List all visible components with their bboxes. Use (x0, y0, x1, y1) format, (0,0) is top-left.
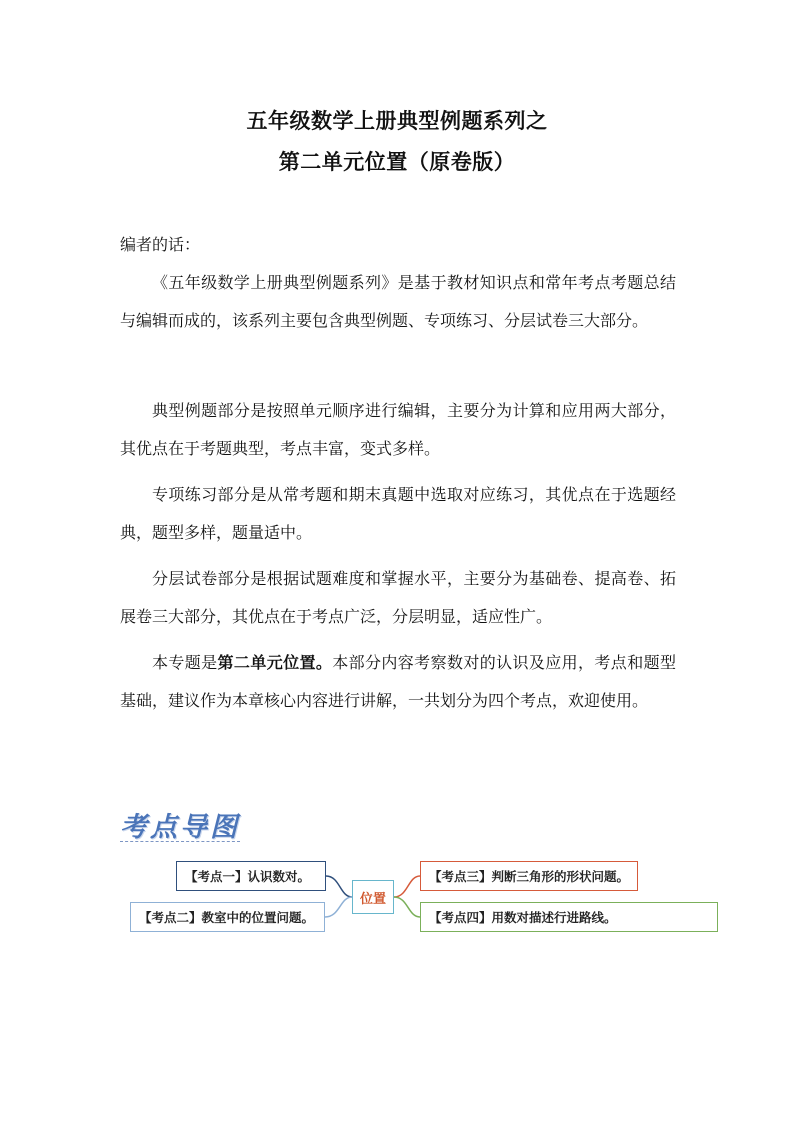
paragraph-typical-examples: 典型例题部分是按照单元顺序进行编辑，主要分为计算和应用两大部分，其优点在于考题典型，考点丰富，变式多样。 (120, 401, 676, 458)
paragraph-series-intro: 《五年级数学上册典型例题系列》是基于教材知识点和常年考点考题总结与编辑而成的，该系列主要包含典型例题、专项练习、分层试卷三大部分。 (120, 273, 676, 330)
paragraph-topic-summary (120, 644, 676, 720)
document-title-line1: 五年级数学上册典型例题系列之 (246, 109, 548, 133)
paragraph-special-practice: 专项练习部分是从常考题和期末真题中选取对应练习，其优点在于选题经典，题型多样，题量适中。 (120, 485, 676, 542)
paragraph-layered-tests: 分层试卷部分是根据试题难度和掌握水平，主要分为基础卷、提高卷、拓展卷三大部分，其优点在于考点广泛，分层明显，适应性广。 (120, 569, 676, 626)
mindmap-center-node: 位置 (352, 880, 394, 914)
topic-name: 第二单元位置。 (217, 653, 333, 672)
mindmap-heading: 考点导图 (120, 812, 240, 843)
topic-suffix: 本部分内容考察数对的认识及应用，考点和题型基础，建议作为本章核心内容进行讲解，一共划分为四个考点，欢迎使用。 (120, 653, 676, 710)
mindmap (120, 855, 730, 945)
mindmap-node-k2: 【考点二】教室中的位置问题。 (130, 902, 325, 932)
mindmap-node-k4: 【考点四】用数对描述行进路线。 (420, 902, 718, 932)
mindmap-node-k1: 【考点一】认识数对。 (176, 861, 326, 891)
topic-prefix: 本专题是 (152, 653, 218, 672)
link-k1 (326, 876, 352, 897)
document-title-line2: 第二单元位置（原卷版） (278, 150, 516, 174)
link-k3 (394, 876, 420, 897)
mindmap-heading-underline (120, 841, 240, 842)
link-k4 (394, 897, 420, 917)
link-k2 (325, 897, 352, 917)
editor-note-label: 编者的话： (120, 235, 201, 254)
mindmap-node-k3: 【考点三】判断三角形的形状问题。 (420, 861, 638, 891)
